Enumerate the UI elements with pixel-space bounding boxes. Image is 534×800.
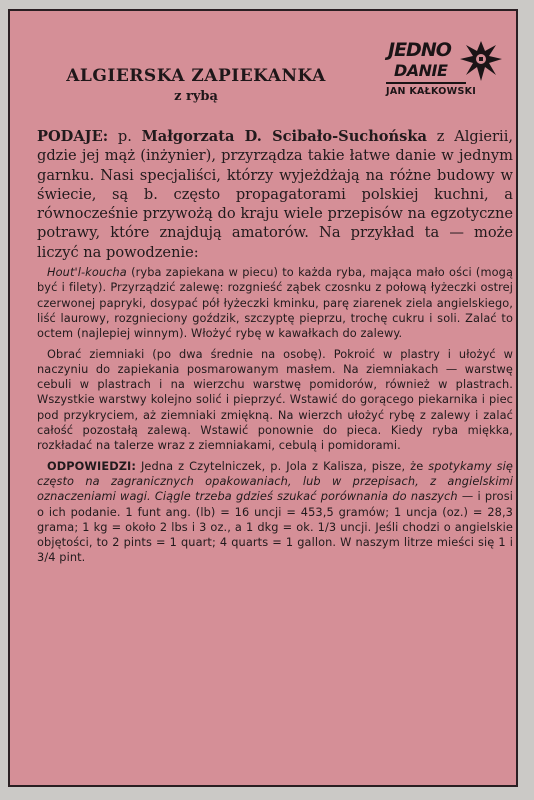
lead-paragraph [37, 127, 513, 262]
logo-text-line2: DANIE [394, 61, 448, 80]
recipe-intro-text: (ryba zapiekana w piecu) to każda ryba, mająca mało ości (mogą być i filety). Przyrządzić zalewę: rozgnieść ząbek czosnku z połową łyżeczki ostrej czerwonej papryki, dosypać pół łyżeczki kminku, parę ziarenek ziela angielskiego, liść laurowy, rozgnieciony goździk, szczyptę pieprzu, trochę cukru i soli. Zalać to octem (najlepiej winnym). Włożyć rybę w kawałkach do zalewy. [37, 265, 513, 341]
lead-tag: PODAJE: [37, 128, 109, 145]
dish-name: Hout'l-koucha [47, 265, 127, 280]
answers-post-italic: — i prosi o ich podanie. 1 funt ang. (lb) = 16 uncji = 453,5 gramów; 1 uncja (oz.) = 28,3 grama; 1 kg = około 2 lbs i 3 oz., a 1 dkg = ok. 1/3 uncji. Jeśli chodzi o angielskie objętości, to 2 pints = 1 quart; 4 quarts = 1 gallon. W naszym litrze mieści się 1 i 3/4 pint. [37, 489, 513, 565]
contributor-name: Małgorzata D. Scibało-Suchońska [141, 128, 427, 145]
recipe-steps-paragraph: Obrać ziemniaki (po dwa średnie na osobę). Pokroić w plastry i ułożyć w naczyniu do zapiekania posmarowanym masłem. Na ziemniakach — warstwę cebuli w plastrach i na wierzchu warstwę pomidorów, również w plastrach. Wszystkie warstwy kolejno solić i pieprzyć. Wstawić do gorącego piekarnika i piec pod przykryciem, aż ziemniaki zmiękną. Na wierzch ułożyć rybę z zalewy i zalać całość pozostałą zalewą. Wstawić ponownie do pieca. Kiedy ryba miękka, rozkładać na talerze wraz z ziemniakami, cebulą i pomidorami. [37, 346, 513, 453]
answers-italic-text: spotykamy się często na zagranicznych opakowaniach, lub w przepisach, z angielskimi oznaczeniami wagi. Ciągle trzeba gdzieś szukać porównania do naszych [37, 458, 513, 504]
newspaper-clipping [8, 9, 518, 787]
answers-label: ODPOWIEDZI: [47, 458, 136, 473]
answers-pre-italic: Jedna z Czytelniczek, p. Jola z Kalisza, pisze, że [136, 458, 429, 473]
column-author: JAN KAŁKOWSKI [386, 86, 477, 97]
chef-figure-icon [456, 37, 506, 85]
answers-paragraph [37, 459, 513, 566]
article-header [10, 11, 516, 126]
column-logo [382, 37, 510, 109]
logo-text-line1: JEDNO [388, 39, 451, 61]
logo-underline [386, 82, 466, 84]
article-body [37, 127, 513, 571]
article-title: ALGIERSKA ZAPIEKANKA [66, 66, 326, 86]
article-subtitle: z rybą [174, 89, 218, 104]
recipe-intro-paragraph [37, 265, 513, 341]
lead-text: z Algierii, gdzie jej mąż (inżynier), przyrządza takie łatwe danie w jednym garnku. Nasi specjaliści, którzy wyjeżdżają na różne budowy w świecie, są b. często propagatorami polskiej kuchni, a równocześnie przywożą do kraju wiele przepisów na egzotyczne potrawy, które znajdują amatorów. Na przykład ta — może liczyć na powodzenie: [37, 128, 513, 261]
lead-pre-name: p. [108, 128, 142, 145]
